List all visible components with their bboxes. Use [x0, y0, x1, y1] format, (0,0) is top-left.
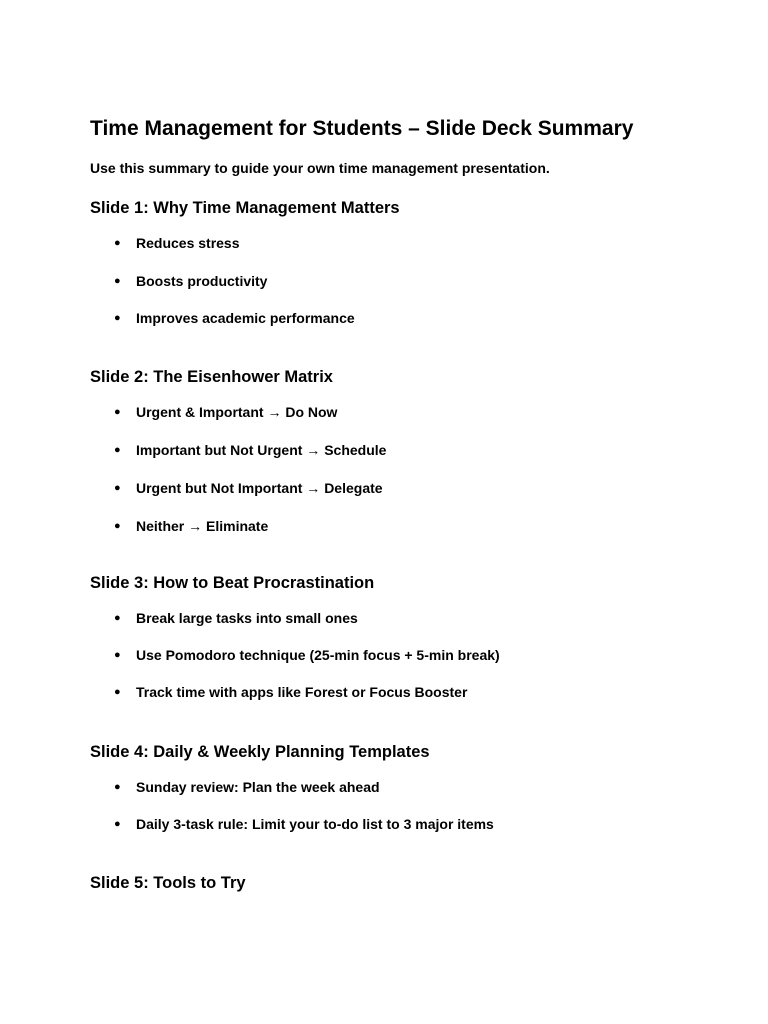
bullet-icon: ● — [114, 312, 121, 324]
list-item — [90, 683, 467, 701]
list-item — [90, 609, 358, 627]
list-item — [90, 778, 380, 796]
bullet-icon: ● — [114, 649, 121, 661]
list-item-text: Break large tasks into small ones — [136, 610, 358, 626]
list-item-text: Urgent & Important → Do Now — [136, 404, 338, 420]
bullet-icon: ● — [114, 612, 121, 624]
list-item-text: Urgent but Not Important → Delegate — [136, 480, 383, 496]
bullet-icon: ● — [114, 482, 121, 494]
list-item-text: Boosts productivity — [136, 272, 268, 289]
intro-text: Use this summary to guide your own time management presentation. — [90, 160, 550, 176]
bullet-icon: ● — [114, 237, 121, 249]
bullet-icon: ● — [114, 406, 121, 418]
bullet-icon: ● — [114, 444, 121, 456]
list-item-text: Use Pomodoro technique (25-min focus + 5-min break) — [136, 647, 500, 663]
slide-section — [90, 741, 730, 832]
slide-section — [90, 872, 730, 894]
list-item-text: Improves academic performance — [136, 310, 355, 326]
list-item — [90, 517, 268, 535]
list-item — [90, 479, 383, 497]
list-item — [90, 403, 337, 421]
list-item-text: Reduces stress — [136, 235, 240, 251]
list-item — [90, 815, 494, 833]
slide-heading: Slide 4: Daily & Weekly Planning Templates — [90, 743, 430, 761]
list-item — [90, 646, 500, 664]
list-item — [90, 272, 267, 290]
slide-section — [90, 366, 730, 534]
document-page — [90, 115, 730, 177]
bullet-icon: ● — [114, 818, 121, 830]
bullet-icon: ● — [114, 686, 121, 698]
bullet-icon: ● — [114, 274, 121, 287]
document-title: Time Management for Students – Slide Deck Summary — [90, 117, 634, 140]
slide-heading: Slide 3: How to Beat Procrastination — [90, 574, 375, 592]
bullet-icon: ● — [114, 520, 121, 532]
list-item-text: Track time with apps like Forest or Focus Booster — [136, 684, 468, 700]
slide-heading: Slide 1: Why Time Management Matters — [90, 199, 400, 217]
list-item-text: Daily 3-task rule: Limit your to-do list to 3 major items — [136, 816, 494, 832]
bullet-icon: ● — [114, 781, 121, 793]
slide-heading: Slide 2: The Eisenhower Matrix — [90, 368, 333, 386]
list-item — [90, 441, 386, 459]
list-item-text: Neither → Eliminate — [136, 518, 269, 534]
slide-section — [90, 572, 730, 700]
list-item-text: Sunday review: Plan the week ahead — [136, 779, 380, 795]
list-item — [90, 234, 240, 252]
slide-heading: Slide 5: Tools to Try — [90, 874, 246, 892]
list-item-text: Important but Not Urgent → Schedule — [136, 442, 387, 458]
slide-section — [90, 197, 730, 326]
list-item — [90, 309, 355, 327]
